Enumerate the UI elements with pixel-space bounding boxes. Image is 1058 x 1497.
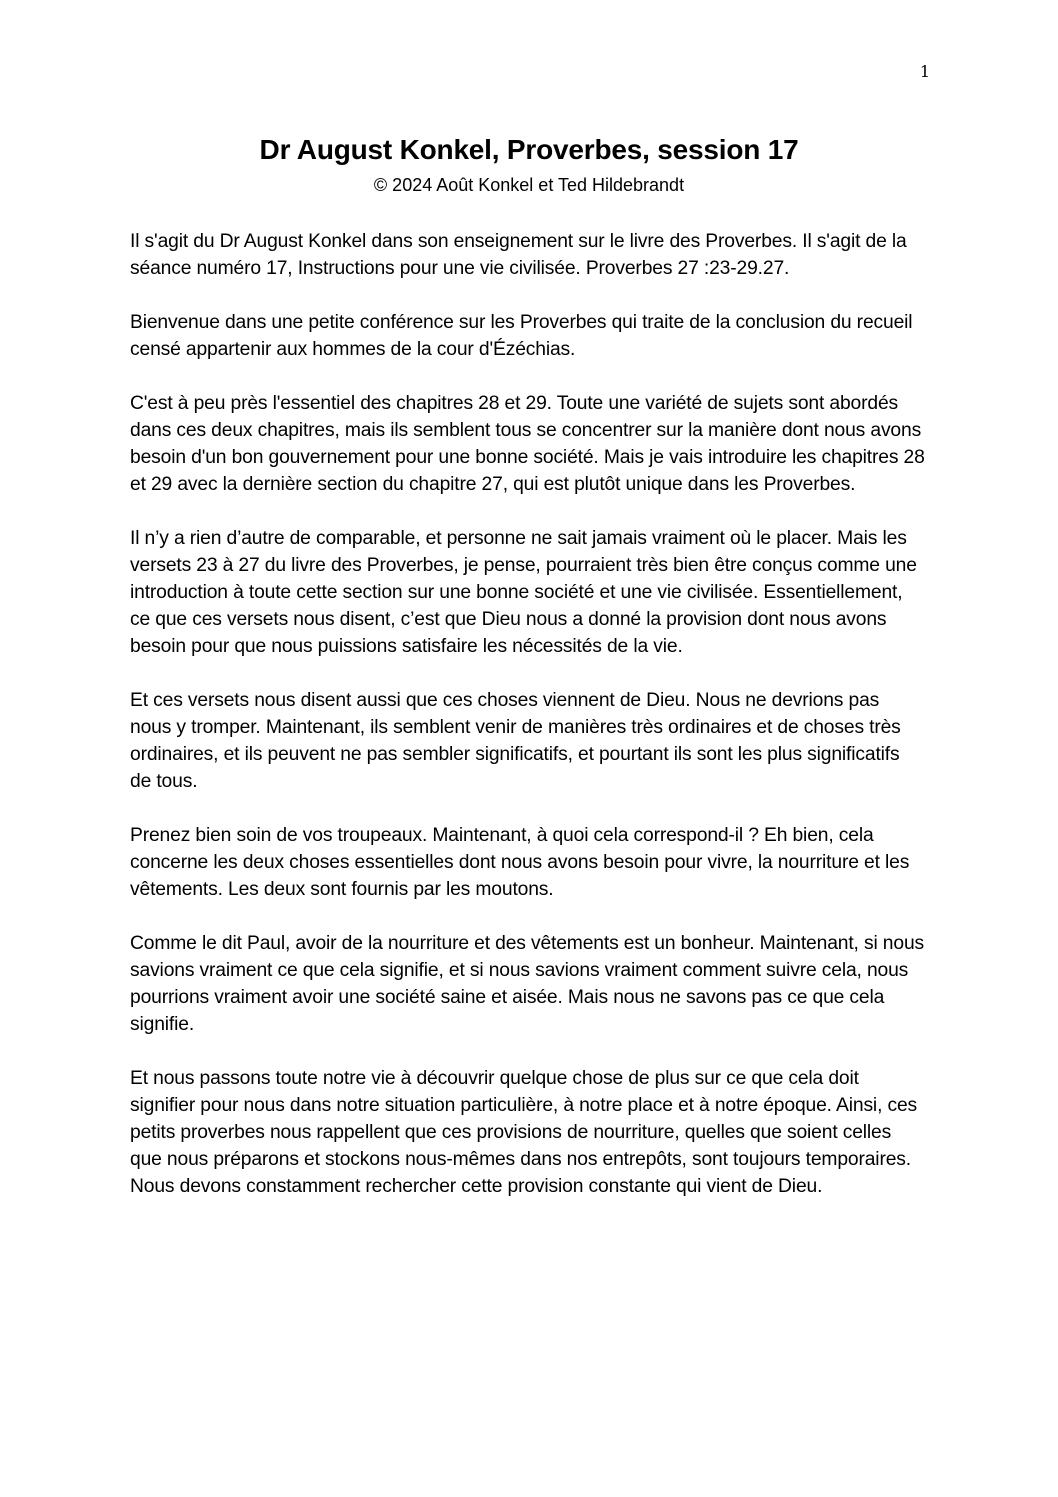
document-title: Dr August Konkel, Proverbes, session 17 [259,134,799,165]
page-number: 1 [919,62,930,81]
paragraph: C'est à peu près l'essentiel des chapitres 28 et 29. Toute une variété de sujets sont abordés dans ces deux chapitres, mais ils semblent tous se concentrer sur la manière dont nous avons besoin d'un bon gouvernement pour une bonne société. Mais je vais introduire les chapitres 28 et 29 avec la dernière section du chapitre 27, qui est plutôt unique dans les Proverbes. [130,393,925,495]
paragraph: Il n’y a rien d’autre de comparable, et personne ne sait jamais vraiment où le placer. Mais les versets 23 à 27 du livre des Proverbes, je pense, pourraient très bien être conçus comme une introduction à toute cette section sur une bonne société et une vie civilisée. Essentiellement, ce que ces versets nous disent, c’est que Dieu nous a donné la provision dont nous avons besoin pour que nous puissions satisfaire les nécessités de la vie. [130,528,917,657]
paragraph: Il s'agit du Dr August Konkel dans son enseignement sur le livre des Proverbes. Il s'agit de la séance numéro 17, Instructions pour une vie civilisée. Proverbes 27 :23-29.27. [130,231,907,279]
copyright-line: © 2024 Août Konkel et Ted Hildebrandt [373,175,685,195]
paragraph: Et nous passons toute notre vie à découvrir quelque chose de plus sur ce que cela doit signifier pour nous dans notre situation particulière, à notre place et à notre époque. Ainsi, ces petits proverbes nous rappellent que ces provisions de nourriture, quelles que soient celles que nous préparons et stockons nous-mêmes dans nos entrepôts, sont toujours temporaires. Nous devons constamment rechercher cette provision constante qui vient de Dieu. [130,1068,918,1197]
document-body [130,228,925,1227]
paragraph: Prenez bien soin de vos troupeaux. Maintenant, à quoi cela correspond-il ? Eh bien, cela concerne les deux choses essentielles dont nous avons besoin pour vivre, la nourriture et les vêtements. Les deux sont fournis par les moutons. [130,825,910,900]
paragraph: Bienvenue dans une petite conférence sur les Proverbes qui traite de la conclusion du recueil censé appartenir aux hommes de la cour d'Ézéchias. [130,312,913,360]
paragraph: Et ces versets nous disent aussi que ces choses viennent de Dieu. Nous ne devrions pas nous y tromper. Maintenant, ils semblent venir de manières très ordinaires et de choses très ordinaires, et ils peuvent ne pas sembler significatifs, et pourtant ils sont les plus significatifs de tous. [130,690,901,792]
paragraph: Comme le dit Paul, avoir de la nourriture et des vêtements est un bonheur. Maintenant, si nous savions vraiment ce que cela signifie, et si nous savions vraiment comment suivre cela, nous pourrions vraiment avoir une société saine et aisée. Mais nous ne savons pas ce que cela signifie. [130,933,925,1035]
